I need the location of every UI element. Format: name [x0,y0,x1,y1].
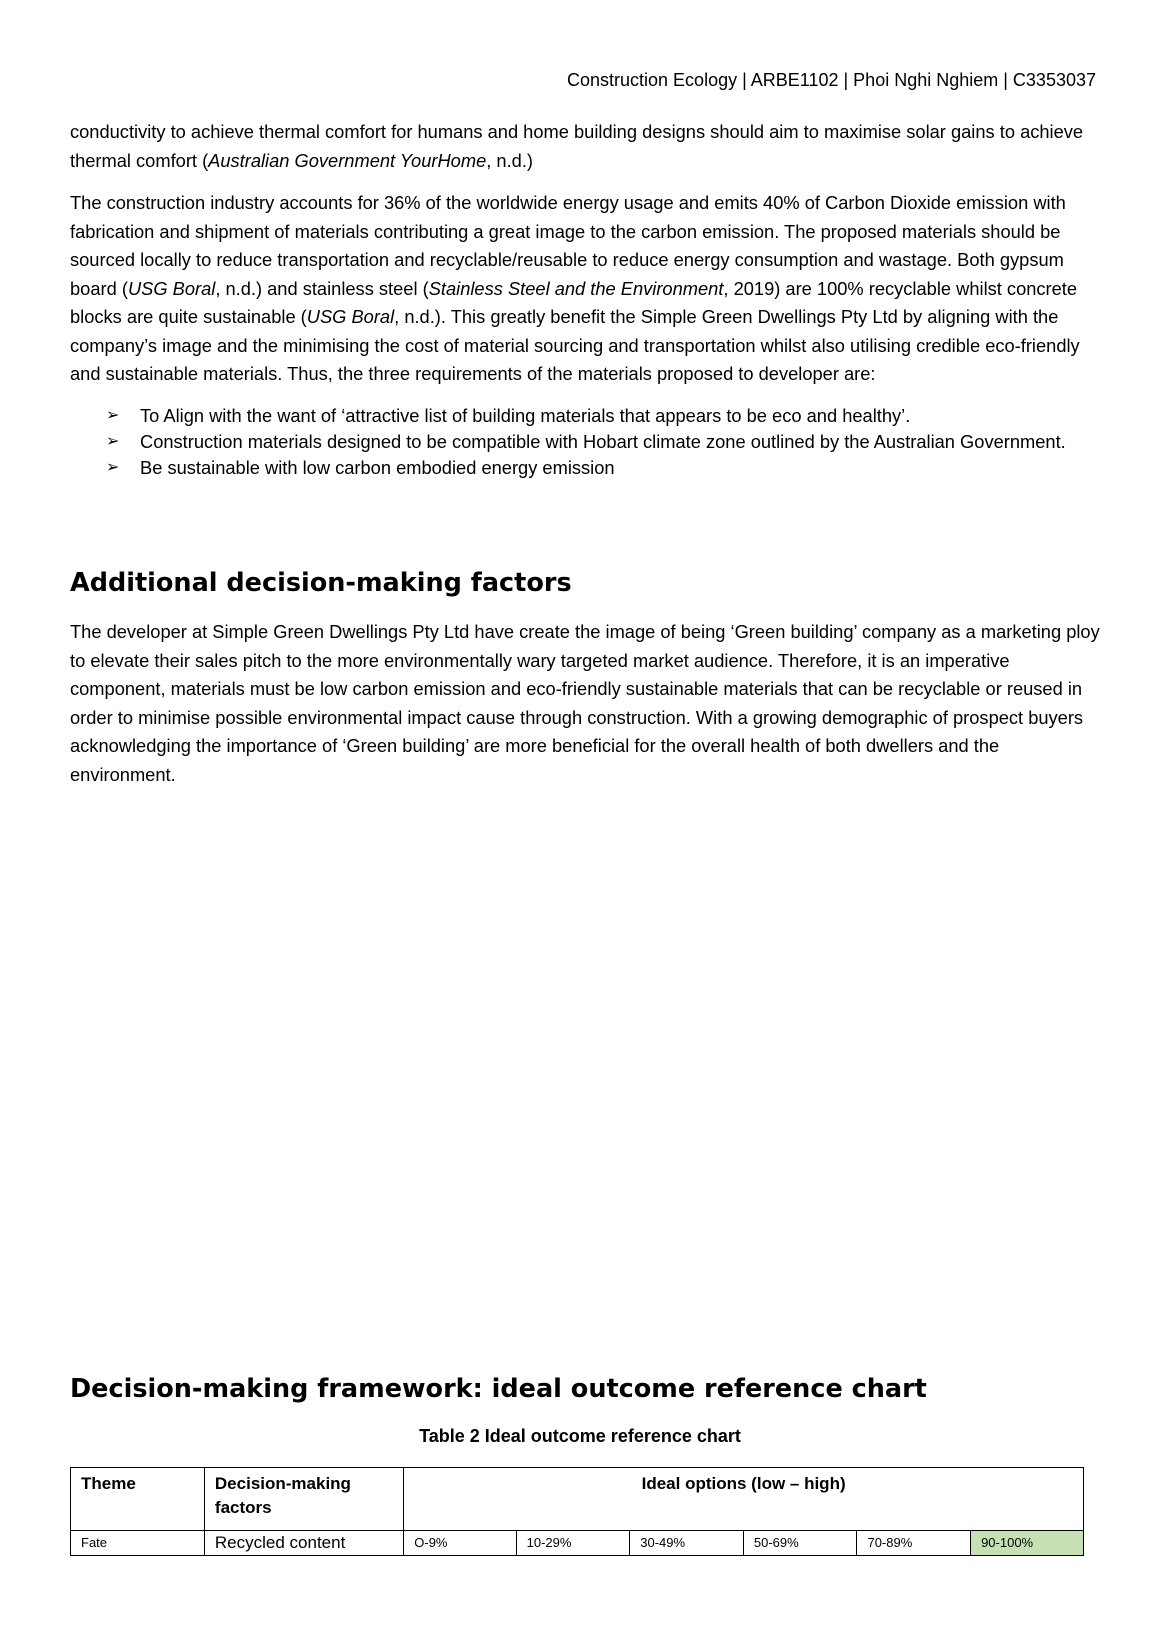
theme-header: Theme [71,1468,205,1531]
ideal-outcome-table [70,1467,1084,1556]
factor-cell: Recycled content [204,1531,403,1556]
factors-header: Decision-making factors [204,1468,403,1531]
arrow-bullet-icon: ➢ [106,458,120,476]
arrow-bullet-icon: ➢ [106,406,120,424]
theme-cell: Fate [71,1531,205,1556]
framework-heading: Decision-making framework: ideal outcome reference chart [70,1374,927,1404]
table-caption: Table 2 Ideal outcome reference chart [419,1426,741,1446]
options-header: Ideal options (low – high) [404,1468,1084,1531]
list-item: ➢ Construction materials designed to be compatible with Hobart climate zone outlined by the Australian Government. [106,429,1100,455]
table-header-row [71,1468,1084,1531]
option-cell: 30-49% [630,1531,744,1556]
option-cell: O-9% [404,1531,516,1556]
page-header: Construction Ecology | ARBE1102 | Phoi Nghi Nghiem | C3353037 [567,70,1096,90]
intro-section [70,118,1100,481]
requirements-list [70,403,1100,481]
additional-factors-heading: Additional decision-making factors [70,568,572,598]
arrow-bullet-icon: ➢ [106,432,120,450]
option-cell: 70-89% [857,1531,971,1556]
option-cell: 10-29% [516,1531,630,1556]
list-item: ➢ To Align with the want of ‘attractive list of building materials that appears to be eco and healthy’. [106,403,1100,429]
option-cell-highlighted: 90-100% [971,1531,1084,1556]
list-item: ➢ Be sustainable with low carbon embodied energy emission [106,455,1100,481]
additional-factors-paragraph: The developer at Simple Green Dwellings Pty Ltd have create the image of being ‘Green building’ company as a marketing ploy to elevate their sales pitch to the more environmentally wary targeted market audience. Therefore, it is an imperative component, materials must be low carbon emission and eco-friendly sustainable materials that can be recyclable or reused in order to minimise possible environmental impact cause through construction. With a growing demographic of prospect buyers acknowledging the importance of ‘Green building’ are more beneficial for the overall health of both dwellers and the environment. [70,621,1100,785]
intro-paragraph-1: conductivity to achieve thermal comfort for humans and home building designs should aim to maximise solar gains to achieve thermal comfort (Australian Government YourHome, n.d.) [70,121,1084,171]
intro-paragraph-2: The construction industry accounts for 36% of the worldwide energy usage and emits 40% of Carbon Dioxide emission with fabrication and shipment of materials contributing a great image to the carbon emission. The proposed materials should be sourced locally to reduce transportation and recyclable/reusable to reduce energy consumption and wastage. Both gypsum board (USG Boral, n.d.) and stainless steel (Stainless Steel and the Environment, 2019) are 100% recyclable whilst concrete blocks are quite sustainable (USG Boral, n.d.). This greatly benefit the Simple Green Dwellings Pty Ltd by aligning with the company’s image and the minimising the cost of material sourcing and transportation whilst also utilising credible eco-friendly and sustainable materials. Thus, the three requirements of the materials proposed to developer are: [70,192,1080,384]
table-row [71,1531,1084,1556]
option-cell: 50-69% [743,1531,857,1556]
